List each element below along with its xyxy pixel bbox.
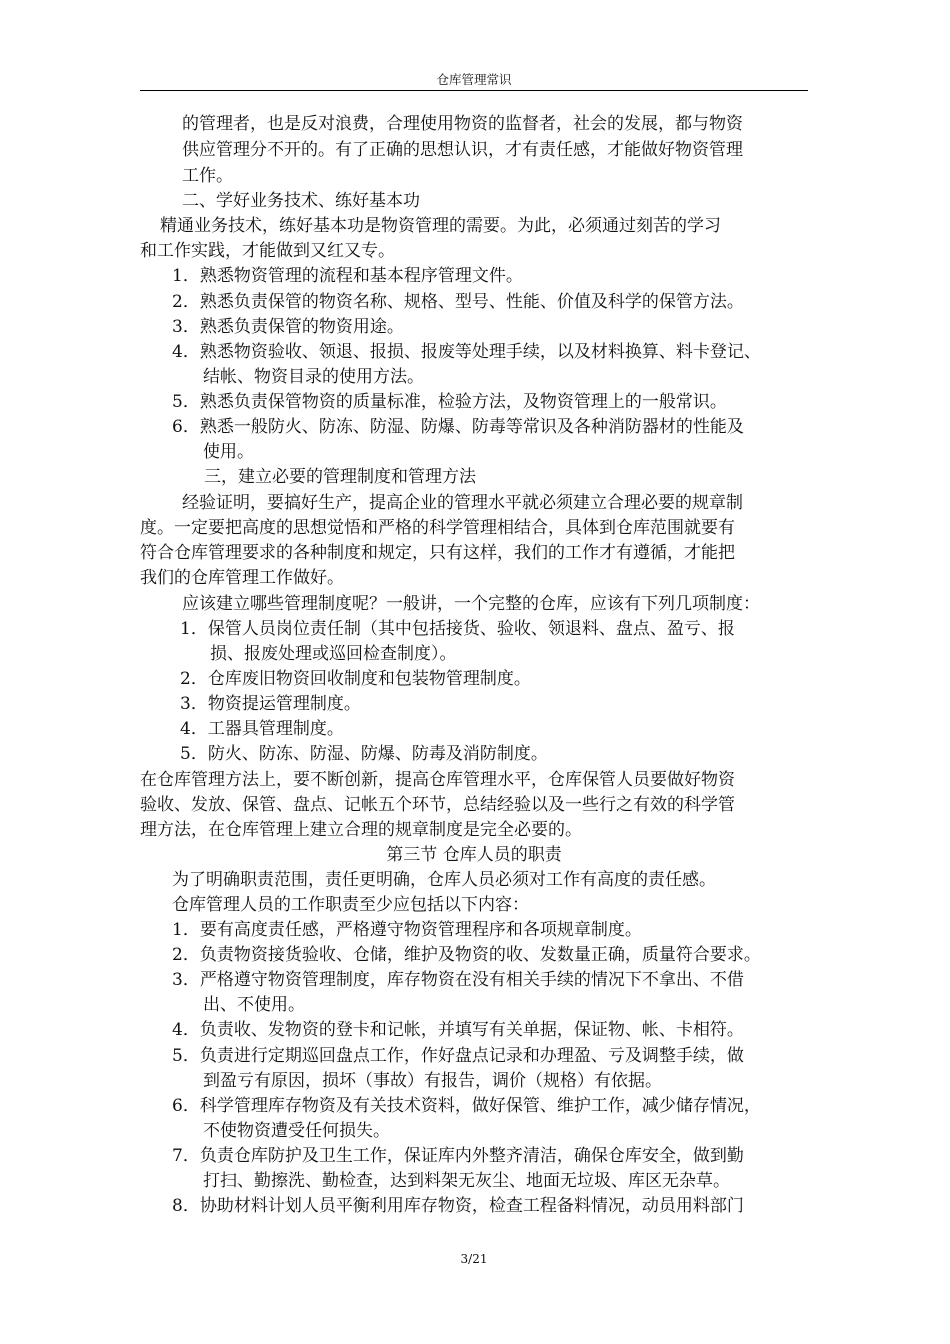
section-heading: 二、学好业务技术、练好基本功 <box>182 191 420 211</box>
text-line: 工作。 <box>182 166 233 186</box>
list-item: 1．保管人员岗位责任制（其中包括接货、验收、领退料、盘点、盈亏、报 <box>180 619 735 639</box>
list-item: 5．熟悉负责保管物资的质量标准，检验方法，及物资管理上的一般常识。 <box>172 392 727 412</box>
list-item-cont: 损、报废处理或巡回检查制度）。 <box>210 644 457 664</box>
list-item: 4．熟悉物资验收、领退、报损、报废等处理手续，以及材料换算、料卡登记、 <box>172 342 761 362</box>
text-line: 在仓库管理方法上，要不断创新，提高仓库管理水平，仓库保管人员要做好物资 <box>140 770 735 790</box>
list-item-cont: 打扫、勤擦洗、勤检查，达到料架无灰尘、地面无垃圾、库区无杂草。 <box>203 1171 730 1191</box>
list-item: 2．负责物资接货验收、仓储，维护及物资的收、发数量正确，质量符合要求。 <box>172 945 761 965</box>
list-item: 2．熟悉负责保管的物资名称、规格、型号、性能、价值及科学的保管方法。 <box>172 292 744 312</box>
list-item-cont: 使用。 <box>203 442 254 462</box>
text-line: 的管理者，也是反对浪费，合理使用物资的监督者，社会的发展，都与物资 <box>182 114 743 134</box>
page-number: 3/21 <box>460 1252 488 1266</box>
section-heading: 三，建立必要的管理制度和管理方法 <box>204 467 476 487</box>
text-line: 和工作实践，才能做到又红又专。 <box>140 241 395 261</box>
text-line: 应该建立哪些管理制度呢？一般讲，一个完整的仓库，应该有下列几项制度： <box>182 594 760 614</box>
text-line: 为了明确职责范围，责任更明确，仓库人员必须对工作有高度的责任感。 <box>172 870 716 890</box>
text-line: 供应管理分不开的。有了正确的思想认识，才有责任感，才能做好物资管理 <box>182 140 743 160</box>
header-rule <box>140 90 808 91</box>
list-item: 3．严格遵守物资管理制度，库存物资在没有相关手续的情况下不拿出、不借 <box>172 970 744 990</box>
text-line: 仓库管理人员的工作职责至少应包括以下内容： <box>172 895 529 915</box>
list-item: 4．工器具管理制度。 <box>180 719 344 739</box>
text-line: 精通业务技术，练好基本功是物资管理的需要。为此，必须通过刻苦的学习 <box>160 216 721 236</box>
list-item-cont: 不使物资遭受任何损失。 <box>203 1121 390 1141</box>
list-item-cont: 出、不使用。 <box>203 995 305 1015</box>
list-item: 2．仓库废旧物资回收制度和包装物管理制度。 <box>180 669 531 689</box>
list-item: 1．熟悉物资管理的流程和基本程序管理文件。 <box>172 266 523 286</box>
text-line: 度。一定要把高度的思想觉悟和严格的科学管理相结合，具体到仓库范围就要有 <box>140 518 735 538</box>
text-line: 经验证明，要搞好生产，提高企业的管理水平就必须建立合理必要的规章制 <box>182 493 743 513</box>
running-header: 仓库管理常识 <box>436 72 512 87</box>
text-line: 理方法，在仓库管理上建立合理的规章制度是完全必要的。 <box>140 820 582 840</box>
list-item: 7．负责仓库防护及卫生工作，保证库内外整齐清洁，确保仓库安全，做到勤 <box>172 1146 744 1166</box>
list-item: 5．防火、防冻、防湿、防爆、防毒及消防制度。 <box>180 744 548 764</box>
list-item: 8．协助材料计划人员平衡利用库存物资，检查工程备料情况，动员用料部门 <box>172 1196 744 1216</box>
list-item: 5．负责进行定期巡回盘点工作，作好盘点记录和办理盈、亏及调整手续，做 <box>172 1046 744 1066</box>
text-line: 我们的仓库管理工作做好。 <box>140 568 344 588</box>
list-item: 6．熟悉一般防火、防冻、防湿、防爆、防毒等常识及各种消防器材的性能及 <box>172 417 744 437</box>
list-item-cont: 结帐、物资目录的使用方法。 <box>203 367 424 387</box>
list-item: 6．科学管理库存物资及有关技术资料，做好保管、维护工作，减少储存情况， <box>172 1096 761 1116</box>
section-title: 第三节 仓库人员的职责 <box>386 845 562 865</box>
list-item-cont: 到盈亏有原因，损坏（事故）有报告，调价（规格）有依据。 <box>203 1071 662 1091</box>
list-item: 3．熟悉负责保管的物资用途。 <box>172 317 404 337</box>
list-item: 3．物资提运管理制度。 <box>180 694 361 714</box>
text-line: 验收、发放、保管、盘点、记帐五个环节，总结经验以及一些行之有效的科学管 <box>140 795 735 815</box>
list-item: 4．负责收、发物资的登卡和记帐，并填写有关单据，保证物、帐、卡相符。 <box>172 1020 744 1040</box>
text-line: 符合仓库管理要求的各种制度和规定，只有这样，我们的工作才有遵循，才能把 <box>140 543 735 563</box>
list-item: 1．要有高度责任感，严格遵守物资管理程序和各项规章制度。 <box>172 920 642 940</box>
